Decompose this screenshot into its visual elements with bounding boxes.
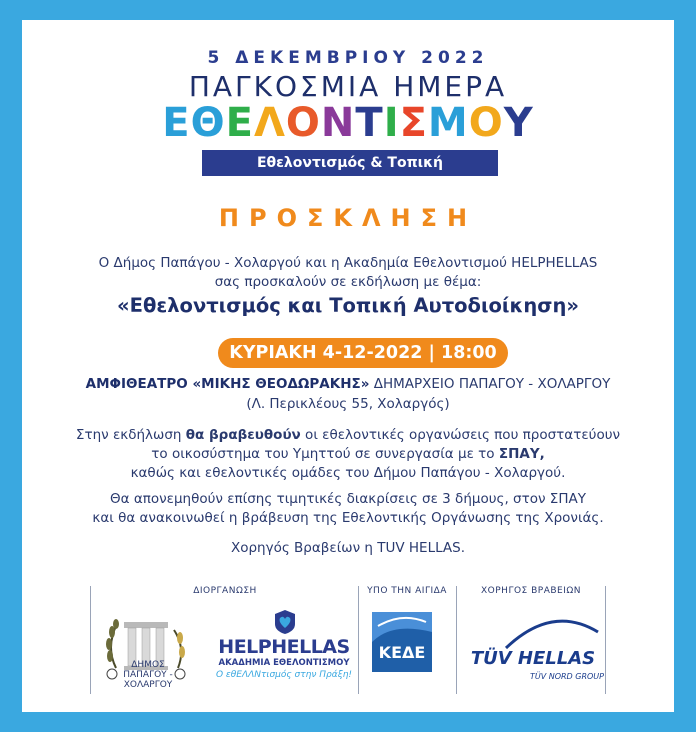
venue-text <box>22 374 674 414</box>
sponsor-heading: ΧΟΡΗΓΟΣ ΒΡΑΒΕΙΩΝ <box>481 586 581 596</box>
intro-line: σας προσκαλούν σε εκδήλωση με θέμα: <box>214 274 482 290</box>
volunteer-letter: Ε <box>225 100 254 146</box>
venue-address: (Λ. Περικλέους 55, Χολαργός) <box>246 396 450 412</box>
tuv-arc-icon <box>502 612 602 652</box>
volunteer-letter: Ι <box>383 100 400 146</box>
volunteer-letter: Ο <box>285 100 321 146</box>
intro-text <box>22 254 674 292</box>
text-bold: ΣΠΑΥ, <box>498 446 545 462</box>
event-theme: «Εθελοντισμός και Τοπική Αυτοδιοίκηση» <box>117 294 579 317</box>
volunteer-letter: Ε <box>162 100 191 146</box>
kede-logo-icon <box>372 612 432 678</box>
volunteer-letter: Μ <box>427 100 469 146</box>
volunteer-letter: Θ <box>190 100 226 146</box>
text-span: Στην εκδήλωση <box>75 427 186 443</box>
volunteer-letter: Λ <box>253 100 286 146</box>
event-date: 5 ΔΕΚΕΜΒΡΙΟΥ 2022 <box>207 48 489 68</box>
helphellas-heart-icon <box>270 606 300 636</box>
organizer-heading: ΔΙΟΡΓΑΝΩΣΗ <box>193 586 257 596</box>
organizers-strip <box>90 586 606 694</box>
intro-line: Ο Δήμος Παπάγου - Χολαργού και η Ακαδημία Εθελοντισμού HELPHELLAS <box>98 255 598 271</box>
world-day-title: ΠΑΓΚΟΣΜΙΑ ΗΜΕΡΑ <box>188 70 508 103</box>
volunteer-letter: Ν <box>320 100 356 146</box>
divider <box>358 586 359 694</box>
sponsor-line: Χορηγός Βραβείων η TUV HELLAS. <box>230 540 466 556</box>
datetime-pill: ΚΥΡΙΑΚΗ 4-12-2022 | 18:00 <box>218 338 508 368</box>
invitation-heading: ΠΡΟΣΚΛΗΣΗ <box>218 204 478 232</box>
text-span: το οικοσύστημα του Υμηττού σε συνεργασία με το <box>151 446 499 462</box>
divider <box>90 586 91 694</box>
tuv-name: TÜV HELLAS <box>470 648 596 669</box>
helphellas-slogan: Ο εθΕΛΛΝτισμός στην Πράξη! <box>215 670 353 680</box>
helphellas-name: HELPHELLAS <box>218 636 350 658</box>
dimos-line: ΠΑΠΑΓΟΥ - ΧΟΛΑΡΓΟΥ <box>123 670 173 690</box>
paragraph-line: και θα ανακοινωθεί η βράβευση της Εθελοντικής Οργάνωσης της Χρονιάς. <box>92 510 604 526</box>
awards-paragraph <box>22 426 674 483</box>
text-bold: θα βραβευθούν <box>185 427 301 443</box>
tuv-logo <box>462 612 604 692</box>
venue-line <box>22 374 674 394</box>
dimos-name <box>100 660 196 690</box>
paragraph-line: Θα απονεμηθούν επίσης τιμητικές διακρίσεις σε 3 δήμους, στον ΣΠΑΥ <box>110 491 586 507</box>
volunteer-letter: Υ <box>503 100 534 146</box>
paragraph-line: καθώς και εθελοντικές ομάδες του Δήμου Παπάγου - Χολαργού. <box>130 465 566 481</box>
dimos-line: ΔΗΜΟΣ <box>131 660 165 670</box>
venue-name: ΑΜΦΙΘΕΑΤΡΟ «ΜΙΚΗΣ ΘΕΟΔΩΡΑΚΗΣ» <box>85 376 370 392</box>
kede-text: ΚΕΔΕ <box>378 643 426 662</box>
aegis-heading: ΥΠΟ ΤΗΝ ΑΙΓΙΔΑ <box>367 586 447 596</box>
tuv-group: TÜV NORD GROUP <box>529 672 604 681</box>
volunteer-letter: Τ <box>355 100 384 146</box>
divider <box>605 586 606 694</box>
volunteer-title <box>22 100 674 146</box>
volunteer-letter: Σ <box>399 100 428 146</box>
honors-paragraph <box>22 490 674 528</box>
invitation-card <box>22 20 674 712</box>
venue-place: ΔΗΜΑΡΧΕΙΟ ΠΑΠΑΓΟΥ - ΧΟΛΑΡΓΟΥ <box>369 376 611 392</box>
paragraph-line <box>22 445 674 464</box>
paragraph-line <box>22 426 674 445</box>
volunteer-letter: Ο <box>468 100 504 146</box>
text-span: οι εθελοντικές οργανώσεις που προστατεύουν <box>300 427 621 443</box>
subtitle-banner: Εθελοντισμός & Τοπική Αυτοδιοίκηση! <box>202 150 498 176</box>
divider <box>456 586 457 694</box>
helphellas-subtitle: ΑΚΑΔΗΜΙΑ ΕΘΕΛΟΝΤΙΣΜΟΥ <box>218 658 350 668</box>
